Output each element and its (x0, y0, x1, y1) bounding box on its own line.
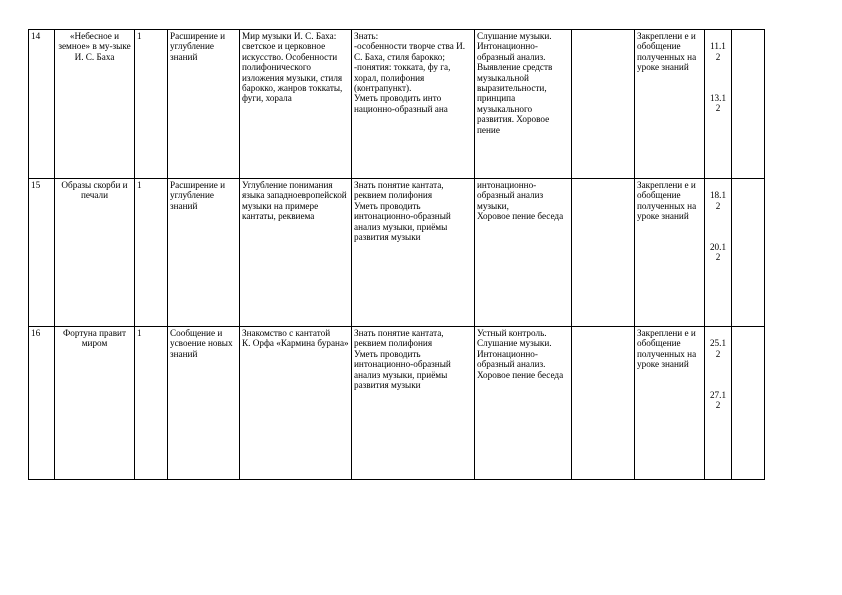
lesson-content: Знакомство с кантатой К. Орфа «Кармина бурана» (240, 327, 352, 480)
lesson-activities: Слушание музыки. Интонационно-образный анализ. Выявление средств музыкальной выразительности, принципа музыкального развития. Хоровое пение (475, 30, 572, 179)
lesson-dates (705, 30, 732, 179)
lesson-date: 18.1 2 (709, 190, 727, 211)
lesson-extra (572, 327, 635, 480)
lesson-type: Сообщение и усвоение новых знаний (168, 327, 240, 480)
lesson-number: 14 (29, 30, 55, 179)
lesson-extra (572, 179, 635, 327)
lesson-activities: интонационно-образный анализ музыки, Хоровое пение беседа (475, 179, 572, 327)
lesson-plan-table (28, 29, 765, 480)
lesson-hours: 1 (135, 327, 168, 480)
lesson-type: Расширение и углубление знаний (168, 179, 240, 327)
lesson-number: 16 (29, 327, 55, 480)
lesson-number: 15 (29, 179, 55, 327)
lesson-requirements: Знать: -особенности творче ства И. С. Баха, стиля барокко; -понятия: токката, фу га, хорал, полифония (контрапункт). Уметь проводить инто национно-образный ана (352, 30, 475, 179)
table-row (29, 179, 765, 327)
lesson-content: Мир музыки И. С. Баха: светское и церковное искусство. Особенности полифонического изложения музыки, стиля барокко, жанров токкаты, фуги, хорала (240, 30, 352, 179)
lesson-control: Закреплени е и обобщение полученных на уроке знаний (635, 327, 705, 480)
lesson-activities: Устный контроль. Слушание музыки. Интонационно-образный анализ. Хоровое пение беседа (475, 327, 572, 480)
lesson-fact (732, 30, 765, 179)
lesson-dates (705, 327, 732, 480)
lesson-topic: Образы скорби и печали (55, 179, 135, 327)
lesson-extra (572, 30, 635, 179)
lesson-control: Закреплени е и обобщение полученных на уроке знаний (635, 179, 705, 327)
lesson-fact (732, 327, 765, 480)
lesson-topic: Фортуна правит миром (55, 327, 135, 480)
lesson-date: 25.1 2 (709, 338, 727, 359)
lesson-requirements: Знать понятие кантата, реквием полифония Уметь проводить интонационно-образный анализ музыки, приёмы развития музыки (352, 327, 475, 480)
table-row (29, 30, 765, 179)
lesson-date: 11.1 2 (710, 41, 726, 62)
table-row (29, 327, 765, 480)
lesson-date: 27.1 2 (709, 389, 727, 411)
lesson-date: 13.1 2 (709, 92, 727, 114)
lesson-requirements: Знать понятие кантата, реквием полифония Уметь проводить интонационно-образный анализ музыки, приёмы развития музыки (352, 179, 475, 327)
lesson-topic: «Небесное и земное» в му-зыке И. С. Баха (55, 30, 135, 179)
lesson-hours: 1 (135, 179, 168, 327)
lesson-control: Закреплени е и обобщение полученных на уроке знаний (635, 30, 705, 179)
lesson-date: 20.1 2 (709, 241, 727, 263)
lesson-hours: 1 (135, 30, 168, 179)
lesson-dates (705, 179, 732, 327)
lesson-fact (732, 179, 765, 327)
lesson-type: Расширение и углубление знаний (168, 30, 240, 179)
lesson-content: Углубление понимания языка западноевропейской музыки на примере кантаты, реквиема (240, 179, 352, 327)
